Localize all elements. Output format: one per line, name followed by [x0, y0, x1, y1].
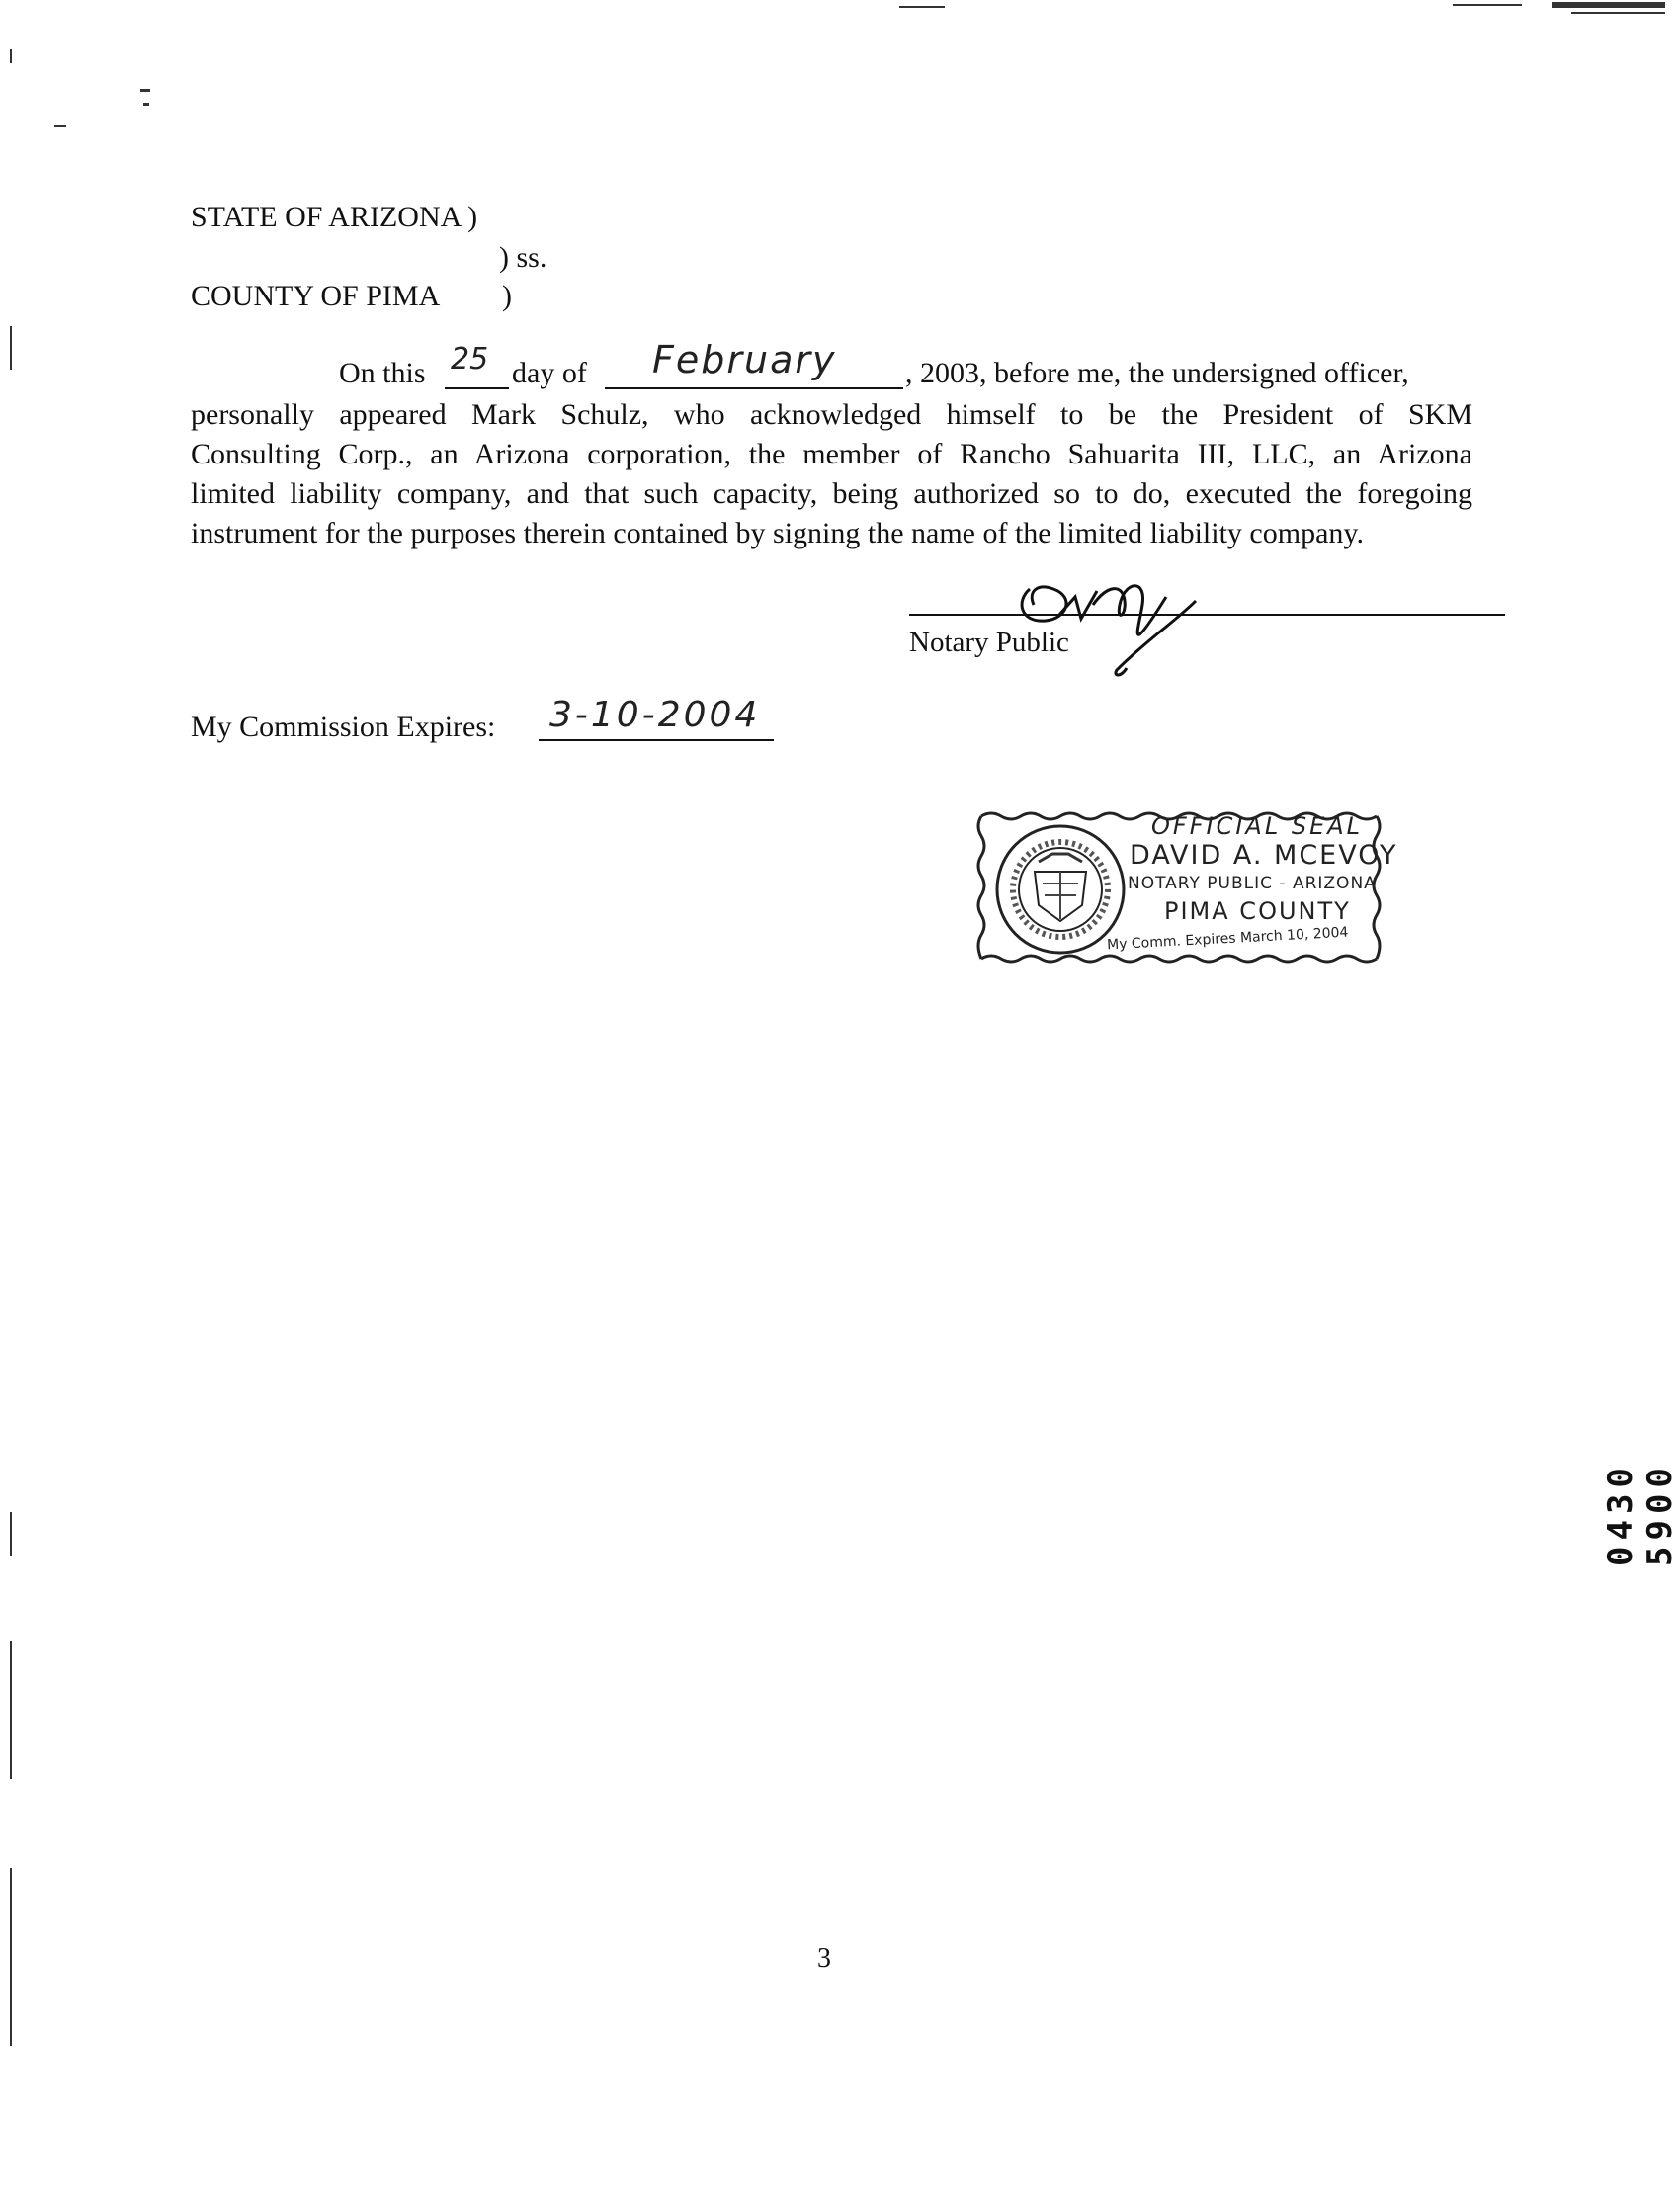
ack-line-3: Consulting Corp., an Arizona corporation, the member of Rancho Sahuarita III, LLC, an Arizona — [191, 438, 1472, 470]
ack-line-2: personally appeared Mark Schulz, who acknowledged himself to be the President of SKM — [191, 398, 1472, 431]
scan-mark — [10, 1512, 12, 1556]
commission-blank — [539, 739, 774, 741]
scan-mark — [143, 103, 149, 106]
recording-code: 0430 5900 — [1601, 1462, 1680, 1566]
seal-line-2: DAVID A. MCEVOY — [1130, 840, 1398, 871]
scan-mark — [10, 1641, 12, 1779]
acknowledgment-body — [191, 395, 1472, 553]
county-paren: ) — [502, 280, 512, 312]
ack-line-4: limited liability company, and that such capacity, being authorized so to do, executed the foregoing — [191, 477, 1472, 510]
page-number: 3 — [817, 1943, 831, 1974]
signature-line — [909, 614, 1505, 616]
scan-mark — [1552, 2, 1665, 8]
state-line: STATE OF ARIZONA ) — [191, 201, 478, 233]
scan-mark — [54, 125, 66, 127]
ack-prefix: On this — [339, 357, 426, 389]
ss-line: ) ss. — [499, 241, 547, 274]
seal-line-3: NOTARY PUBLIC - ARIZONA — [1128, 874, 1377, 893]
scan-mark — [10, 326, 12, 370]
seal-line-1: OFFICIAL SEAL — [1151, 812, 1364, 840]
scan-mark — [899, 6, 945, 8]
county-line: COUNTY OF PIMA — [191, 280, 441, 312]
month-handwritten: February — [652, 338, 837, 381]
commission-date-handwritten: 3-10-2004 — [549, 695, 761, 735]
day-blank — [445, 387, 509, 389]
seal-line-5: My Comm. Expires March 10, 2004 — [1106, 924, 1349, 954]
signature-label: Notary Public — [909, 627, 1069, 658]
seal-line-4: PIMA COUNTY — [1164, 897, 1351, 925]
scan-mark — [1571, 12, 1665, 14]
scan-mark — [1453, 4, 1522, 6]
scan-mark — [140, 89, 150, 92]
ack-line-5: instrument for the purposes therein contained by signing the name of the limited liability company. — [191, 517, 1364, 549]
scan-mark — [10, 1868, 12, 2046]
notary-signature — [998, 561, 1235, 680]
ack-line1-suffix: , 2003, before me, the undersigned officer, — [905, 357, 1409, 389]
notary-seal — [973, 802, 1398, 972]
month-blank — [605, 387, 903, 389]
commission-label: My Commission Expires: — [191, 711, 496, 743]
scan-mark — [10, 49, 12, 63]
day-handwritten: 25 — [451, 342, 489, 377]
ack-day-of: day of — [512, 357, 587, 389]
